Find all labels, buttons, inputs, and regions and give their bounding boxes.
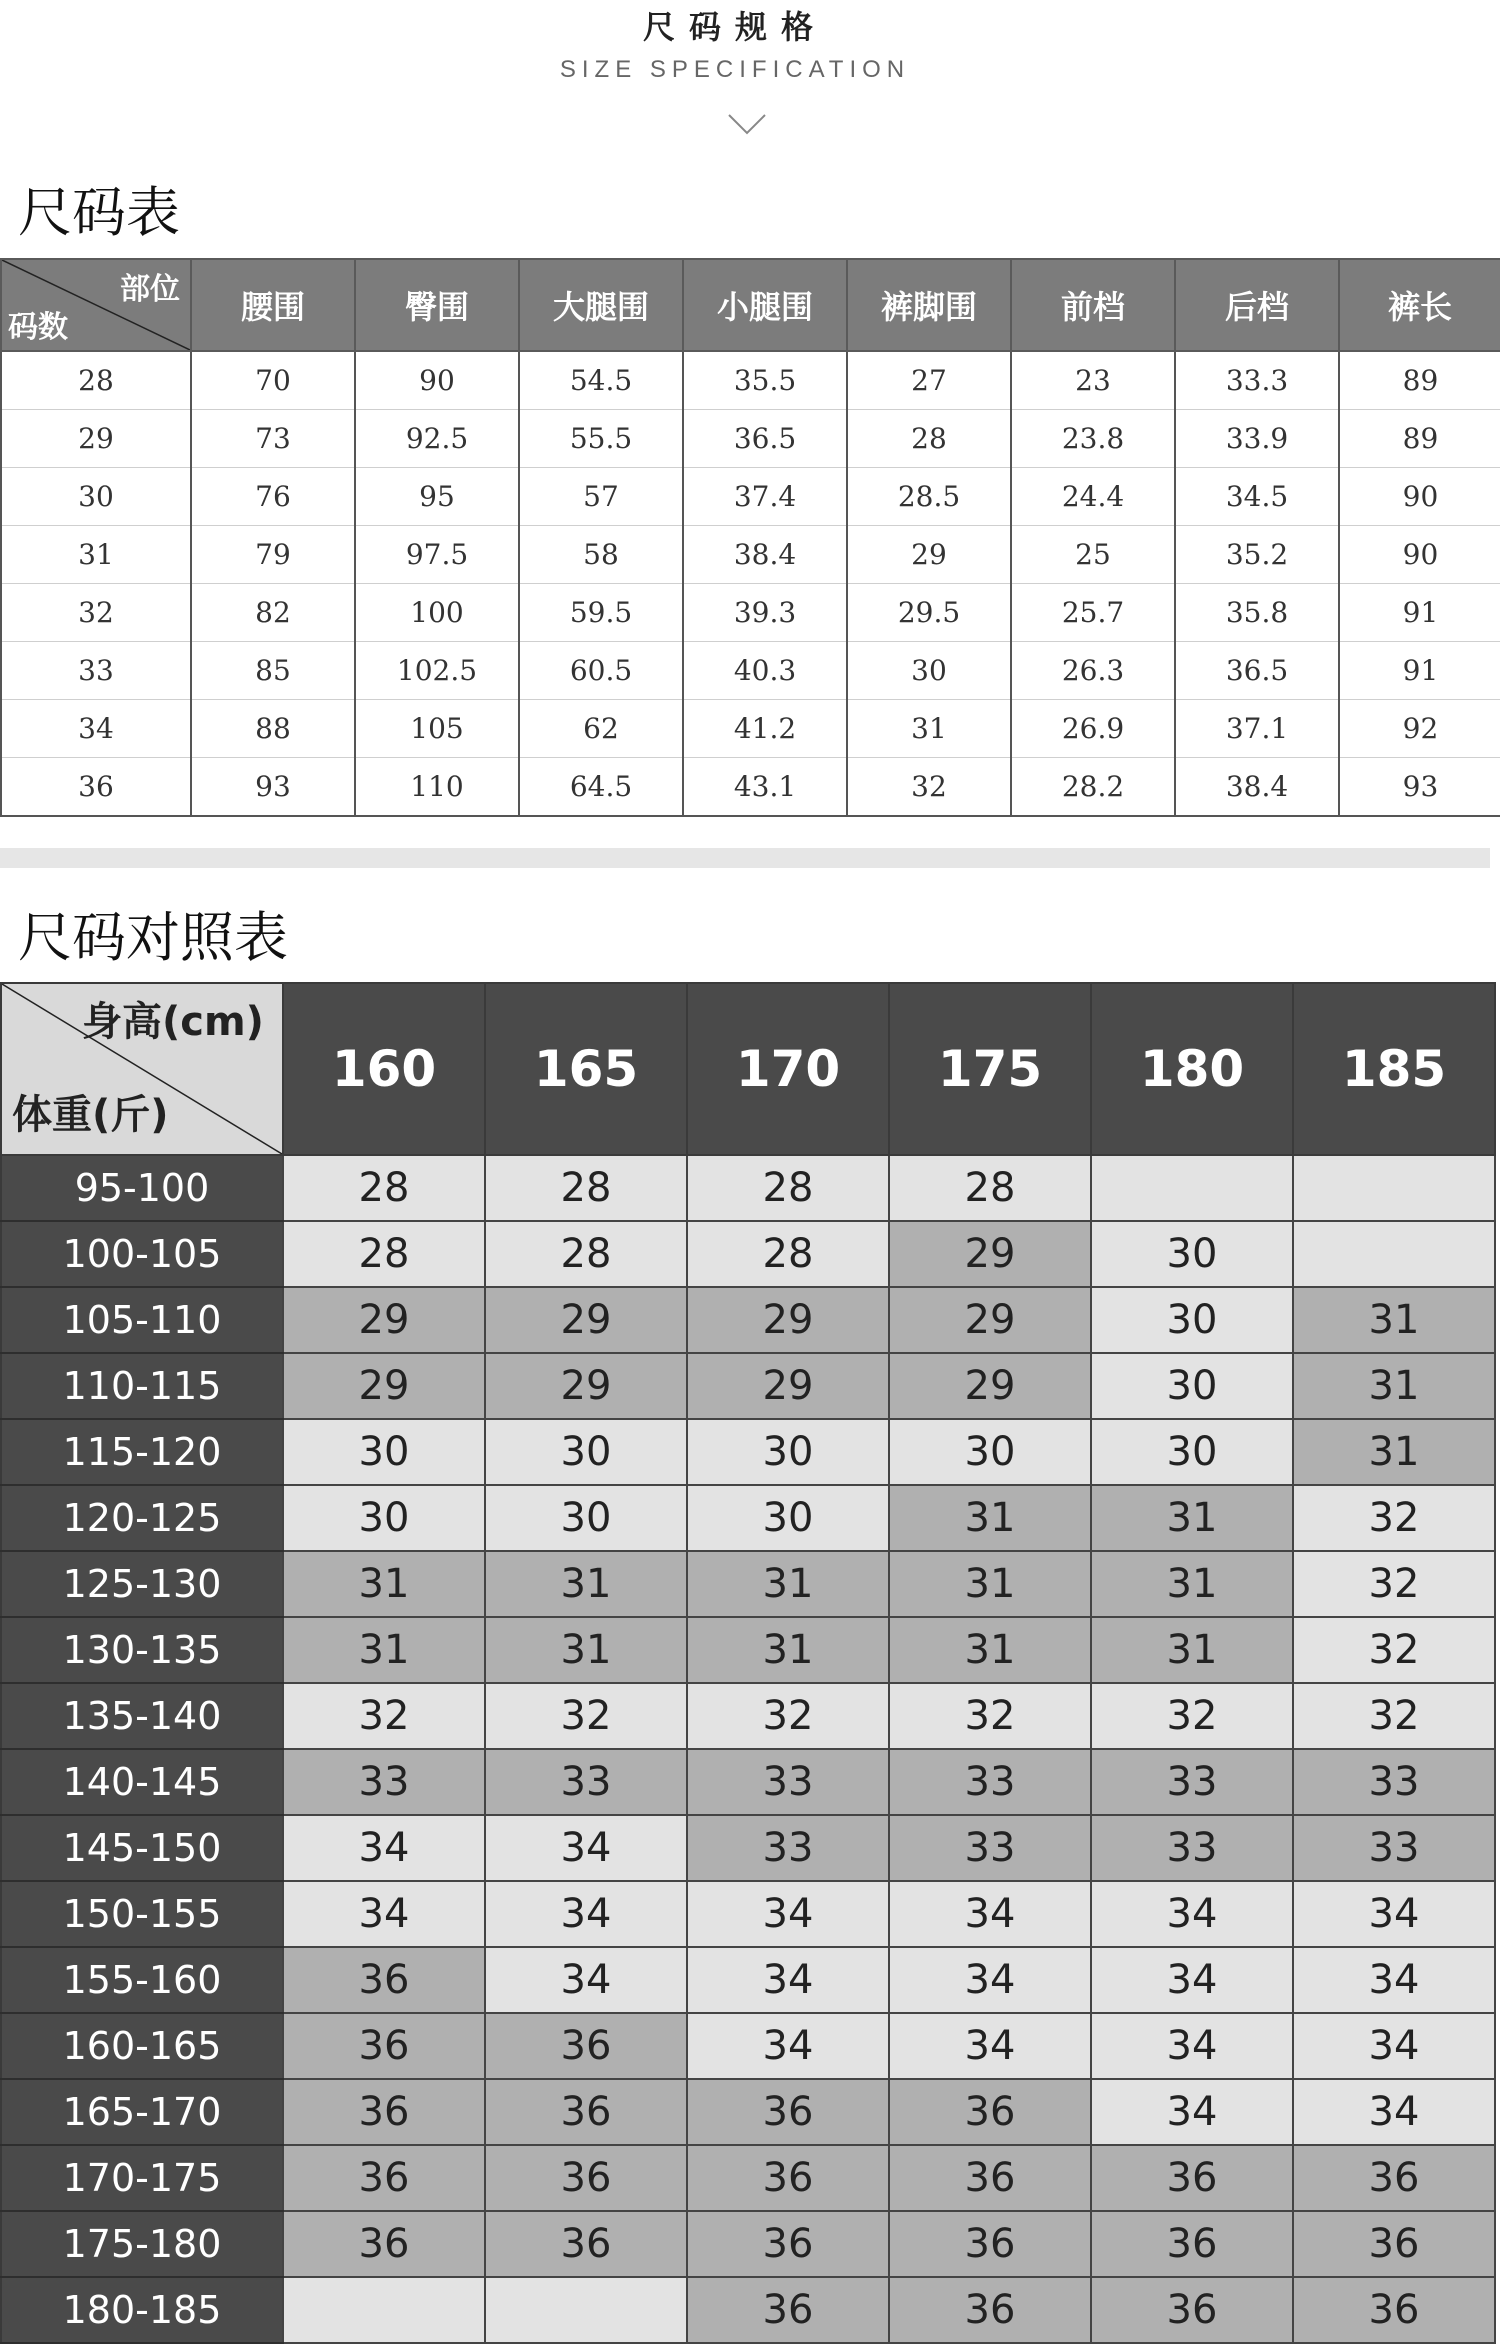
measurement-cell: 43.1 — [683, 758, 847, 817]
size-value-cell: 31 — [889, 1551, 1091, 1617]
size-value-cell: 28 — [485, 1221, 687, 1287]
measurement-cell: 33.3 — [1175, 351, 1339, 410]
size-value-cell: 33 — [1091, 1749, 1293, 1815]
size-value-cell: 34 — [485, 1947, 687, 2013]
size-value-cell: 36 — [283, 2079, 485, 2145]
column-header: 大腿围 — [519, 259, 683, 351]
height-header: 175 — [889, 983, 1091, 1155]
measurement-cell: 97.5 — [355, 526, 519, 584]
measurement-cell: 25 — [1011, 526, 1175, 584]
size-value-cell: 31 — [485, 1551, 687, 1617]
size-cell: 30 — [1, 468, 191, 526]
weight-range-label: 135-140 — [1, 1683, 283, 1749]
measurement-cell: 100 — [355, 584, 519, 642]
height-header: 185 — [1293, 983, 1495, 1155]
weight-range-label: 150-155 — [1, 1881, 283, 1947]
size-value-cell — [1091, 1155, 1293, 1221]
measurement-cell: 39.3 — [683, 584, 847, 642]
size-cell: 31 — [1, 526, 191, 584]
size-value-cell: 36 — [283, 2145, 485, 2211]
size-value-cell: 34 — [687, 1947, 889, 2013]
measurement-cell: 35.5 — [683, 351, 847, 410]
spec-header — [0, 0, 1500, 160]
measurement-cell: 60.5 — [519, 642, 683, 700]
size-value-cell: 31 — [1091, 1485, 1293, 1551]
size-value-cell: 34 — [1091, 2013, 1293, 2079]
weight-range-label: 100-105 — [1, 1221, 283, 1287]
weight-range-label: 110-115 — [1, 1353, 283, 1419]
measurement-cell: 110 — [355, 758, 519, 817]
measurement-cell: 88 — [191, 700, 355, 758]
table-row — [1, 351, 1500, 410]
corner-label-weight: 体重(斤) — [12, 1092, 169, 1138]
measurement-cell: 58 — [519, 526, 683, 584]
weight-range-label: 105-110 — [1, 1287, 283, 1353]
size-value-cell: 28 — [485, 1155, 687, 1221]
column-header: 臀围 — [355, 259, 519, 351]
column-header: 腰围 — [191, 259, 355, 351]
measurement-cell: 34.5 — [1175, 468, 1339, 526]
size-cell: 33 — [1, 642, 191, 700]
measurement-cell: 59.5 — [519, 584, 683, 642]
size-value-cell: 36 — [1091, 2145, 1293, 2211]
size-value-cell: 36 — [687, 2145, 889, 2211]
size-cell: 28 — [1, 351, 191, 410]
table-row — [1, 1551, 1495, 1617]
measurement-cell: 30 — [847, 642, 1011, 700]
measurement-cell: 70 — [191, 351, 355, 410]
measurement-cell: 62 — [519, 700, 683, 758]
size-value-cell: 31 — [1091, 1617, 1293, 1683]
size-value-cell: 30 — [485, 1485, 687, 1551]
weight-range-label: 155-160 — [1, 1947, 283, 2013]
measurement-cell: 37.1 — [1175, 700, 1339, 758]
size-value-cell: 31 — [889, 1485, 1091, 1551]
measurement-cell: 38.4 — [1175, 758, 1339, 817]
measurement-cell: 38.4 — [683, 526, 847, 584]
size-value-cell: 32 — [1293, 1617, 1495, 1683]
corner-label-height: 身高(cm) — [82, 999, 264, 1045]
spec-subtitle: SIZE SPECIFICATION — [559, 56, 911, 83]
table-row — [1, 1749, 1495, 1815]
height-header: 170 — [687, 983, 889, 1155]
size-value-cell: 31 — [1293, 1353, 1495, 1419]
measurement-cell: 31 — [847, 700, 1011, 758]
size-value-cell — [1293, 1155, 1495, 1221]
size-value-cell — [1293, 1221, 1495, 1287]
weight-range-label: 170-175 — [1, 2145, 283, 2211]
height-header: 180 — [1091, 983, 1293, 1155]
size-value-cell: 36 — [1091, 2211, 1293, 2277]
size-value-cell: 36 — [687, 2211, 889, 2277]
size-value-cell: 34 — [889, 1881, 1091, 1947]
measurement-cell: 26.3 — [1011, 642, 1175, 700]
size-value-cell: 33 — [687, 1749, 889, 1815]
size-value-cell: 34 — [485, 1815, 687, 1881]
weight-range-label: 165-170 — [1, 2079, 283, 2145]
table-row — [1, 410, 1500, 468]
table-row — [1, 642, 1500, 700]
size-value-cell: 36 — [889, 2211, 1091, 2277]
table-row — [1, 526, 1500, 584]
measurement-cell: 89 — [1339, 410, 1500, 468]
weight-range-label: 130-135 — [1, 1617, 283, 1683]
table-row — [1, 2013, 1495, 2079]
measurement-cell: 90 — [1339, 526, 1500, 584]
size-value-cell: 36 — [283, 2013, 485, 2079]
measurement-cell: 28 — [847, 410, 1011, 468]
size-value-cell: 32 — [1091, 1683, 1293, 1749]
table-row — [1, 758, 1500, 817]
size-value-cell: 32 — [1293, 1683, 1495, 1749]
measurement-cell: 55.5 — [519, 410, 683, 468]
measurement-cell: 36.5 — [1175, 642, 1339, 700]
size-value-cell: 32 — [485, 1683, 687, 1749]
size-value-cell: 32 — [283, 1683, 485, 1749]
table-row — [1, 1683, 1495, 1749]
measurement-cell: 35.2 — [1175, 526, 1339, 584]
measurement-cell: 33.9 — [1175, 410, 1339, 468]
size-cell: 34 — [1, 700, 191, 758]
size-value-cell: 33 — [687, 1815, 889, 1881]
table-row — [1, 1221, 1495, 1287]
measurement-cell: 64.5 — [519, 758, 683, 817]
size-value-cell: 34 — [1293, 1881, 1495, 1947]
measurement-cell: 27 — [847, 351, 1011, 410]
size-value-cell: 33 — [889, 1749, 1091, 1815]
size-value-cell: 33 — [1091, 1815, 1293, 1881]
table-row — [1, 2277, 1495, 2343]
size-value-cell: 36 — [283, 2211, 485, 2277]
size-value-cell: 30 — [1091, 1221, 1293, 1287]
height-header: 165 — [485, 983, 687, 1155]
size-value-cell: 36 — [485, 2145, 687, 2211]
measurement-cell: 24.4 — [1011, 468, 1175, 526]
measurement-cell: 35.8 — [1175, 584, 1339, 642]
measurement-cell: 37.4 — [683, 468, 847, 526]
corner-label-part: 部位 — [120, 272, 180, 307]
table-row — [1, 1815, 1495, 1881]
size-value-cell: 30 — [1091, 1287, 1293, 1353]
size-value-cell: 36 — [485, 2079, 687, 2145]
size-value-cell: 36 — [283, 1947, 485, 2013]
corner-label-size: 码数 — [8, 310, 68, 345]
weight-range-label: 180-185 — [1, 2277, 283, 2343]
size-value-cell: 33 — [283, 1749, 485, 1815]
table-row — [1, 1353, 1495, 1419]
table-row — [1, 1947, 1495, 2013]
size-table-corner — [1, 259, 191, 351]
size-value-cell: 34 — [1091, 2079, 1293, 2145]
section-divider — [0, 848, 1490, 868]
weight-range-label: 175-180 — [1, 2211, 283, 2277]
size-value-cell: 36 — [1293, 2211, 1495, 2277]
size-value-cell: 34 — [1293, 2079, 1495, 2145]
size-value-cell: 36 — [1293, 2277, 1495, 2343]
size-value-cell: 29 — [889, 1287, 1091, 1353]
measurement-cell: 95 — [355, 468, 519, 526]
size-value-cell: 36 — [687, 2277, 889, 2343]
table-row — [1, 1617, 1495, 1683]
size-value-cell: 28 — [889, 1155, 1091, 1221]
table-row — [1, 1881, 1495, 1947]
table-row — [1, 700, 1500, 758]
size-value-cell: 36 — [889, 2145, 1091, 2211]
size-value-cell: 34 — [889, 2013, 1091, 2079]
size-value-cell: 32 — [889, 1683, 1091, 1749]
size-value-cell: 31 — [485, 1617, 687, 1683]
size-value-cell: 34 — [687, 2013, 889, 2079]
size-value-cell: 31 — [1293, 1419, 1495, 1485]
size-table-title: 尺码表 — [18, 181, 180, 244]
measurement-cell: 92 — [1339, 700, 1500, 758]
size-value-cell: 34 — [1091, 1881, 1293, 1947]
size-value-cell: 34 — [687, 1881, 889, 1947]
size-value-cell: 34 — [485, 1881, 687, 1947]
column-header: 裤长 — [1339, 259, 1500, 351]
size-value-cell: 34 — [283, 1881, 485, 1947]
size-value-cell: 28 — [283, 1221, 485, 1287]
measurement-cell: 57 — [519, 468, 683, 526]
size-value-cell: 33 — [889, 1815, 1091, 1881]
size-value-cell: 31 — [283, 1617, 485, 1683]
measurement-cell: 28.2 — [1011, 758, 1175, 817]
measurement-cell: 29 — [847, 526, 1011, 584]
measurement-cell: 90 — [355, 351, 519, 410]
table-row — [1, 1485, 1495, 1551]
measurement-cell: 85 — [191, 642, 355, 700]
measurement-cell: 25.7 — [1011, 584, 1175, 642]
size-value-cell: 36 — [485, 2211, 687, 2277]
size-value-cell: 32 — [687, 1683, 889, 1749]
measurement-cell: 26.9 — [1011, 700, 1175, 758]
weight-range-label: 140-145 — [1, 1749, 283, 1815]
size-value-cell: 31 — [687, 1551, 889, 1617]
size-value-cell: 31 — [687, 1617, 889, 1683]
size-value-cell: 34 — [1293, 1947, 1495, 2013]
weight-range-label: 125-130 — [1, 1551, 283, 1617]
size-value-cell: 28 — [687, 1221, 889, 1287]
size-value-cell: 33 — [485, 1749, 687, 1815]
column-header: 后档 — [1175, 259, 1339, 351]
size-value-cell: 34 — [1091, 1947, 1293, 2013]
size-cell: 36 — [1, 758, 191, 817]
measurement-cell: 23.8 — [1011, 410, 1175, 468]
size-value-cell: 29 — [687, 1353, 889, 1419]
reference-table-title: 尺码对照表 — [18, 906, 288, 969]
size-value-cell: 32 — [1293, 1551, 1495, 1617]
size-value-cell: 29 — [485, 1353, 687, 1419]
measurement-cell: 91 — [1339, 584, 1500, 642]
size-value-cell: 31 — [1293, 1287, 1495, 1353]
measurement-cell: 93 — [191, 758, 355, 817]
size-value-cell: 33 — [1293, 1815, 1495, 1881]
measurement-cell: 76 — [191, 468, 355, 526]
measurement-cell: 93 — [1339, 758, 1500, 817]
weight-range-label: 145-150 — [1, 1815, 283, 1881]
weight-range-label: 95-100 — [1, 1155, 283, 1221]
table-row — [1, 584, 1500, 642]
size-value-cell: 36 — [485, 2013, 687, 2079]
measurement-cell: 36.5 — [683, 410, 847, 468]
size-value-cell: 29 — [485, 1287, 687, 1353]
size-value-cell: 34 — [283, 1815, 485, 1881]
size-value-cell: 30 — [889, 1419, 1091, 1485]
size-value-cell: 30 — [283, 1485, 485, 1551]
measurement-cell: 82 — [191, 584, 355, 642]
size-cell: 29 — [1, 410, 191, 468]
size-value-cell: 28 — [687, 1155, 889, 1221]
height-header: 160 — [283, 983, 485, 1155]
weight-range-label: 160-165 — [1, 2013, 283, 2079]
size-value-cell: 36 — [1293, 2145, 1495, 2211]
size-value-cell: 36 — [889, 2277, 1091, 2343]
measurement-cell: 23 — [1011, 351, 1175, 410]
measurement-cell: 41.2 — [683, 700, 847, 758]
measurement-cell: 105 — [355, 700, 519, 758]
measurement-cell: 89 — [1339, 351, 1500, 410]
measurement-cell: 92.5 — [355, 410, 519, 468]
chevron-down-icon — [727, 112, 767, 136]
size-value-cell: 28 — [283, 1155, 485, 1221]
size-value-cell: 29 — [687, 1287, 889, 1353]
size-value-cell: 30 — [1091, 1353, 1293, 1419]
column-header: 小腿围 — [683, 259, 847, 351]
size-value-cell — [485, 2277, 687, 2343]
measurement-cell: 79 — [191, 526, 355, 584]
measurement-cell: 32 — [847, 758, 1011, 817]
size-value-cell: 32 — [1293, 1485, 1495, 1551]
size-value-cell: 30 — [485, 1419, 687, 1485]
size-reference-table — [0, 982, 1496, 2344]
size-value-cell: 31 — [1091, 1551, 1293, 1617]
size-value-cell: 34 — [889, 1947, 1091, 2013]
size-value-cell: 36 — [889, 2079, 1091, 2145]
size-value-cell: 29 — [283, 1353, 485, 1419]
size-value-cell: 31 — [889, 1617, 1091, 1683]
table-row — [1, 1287, 1495, 1353]
size-value-cell — [283, 2277, 485, 2343]
size-table — [0, 258, 1500, 817]
weight-range-label: 120-125 — [1, 1485, 283, 1551]
size-value-cell: 30 — [1091, 1419, 1293, 1485]
size-cell: 32 — [1, 584, 191, 642]
size-value-cell: 30 — [283, 1419, 485, 1485]
measurement-cell: 29.5 — [847, 584, 1011, 642]
measurement-cell: 90 — [1339, 468, 1500, 526]
spec-title: 尺码规格 — [642, 8, 827, 46]
size-value-cell: 34 — [1293, 2013, 1495, 2079]
measurement-cell: 40.3 — [683, 642, 847, 700]
table-row — [1, 2211, 1495, 2277]
weight-range-label: 115-120 — [1, 1419, 283, 1485]
table-row — [1, 2145, 1495, 2211]
size-value-cell: 29 — [889, 1221, 1091, 1287]
table-row — [1, 1155, 1495, 1221]
measurement-cell: 28.5 — [847, 468, 1011, 526]
table-row — [1, 1419, 1495, 1485]
size-value-cell: 31 — [283, 1551, 485, 1617]
size-value-cell: 33 — [1293, 1749, 1495, 1815]
measurement-cell: 102.5 — [355, 642, 519, 700]
reference-table-corner — [1, 983, 283, 1155]
table-row — [1, 468, 1500, 526]
column-header: 前档 — [1011, 259, 1175, 351]
size-value-cell: 29 — [283, 1287, 485, 1353]
table-row — [1, 2079, 1495, 2145]
size-value-cell: 30 — [687, 1485, 889, 1551]
measurement-cell: 91 — [1339, 642, 1500, 700]
size-value-cell: 36 — [687, 2079, 889, 2145]
measurement-cell: 73 — [191, 410, 355, 468]
column-header: 裤脚围 — [847, 259, 1011, 351]
size-value-cell: 30 — [687, 1419, 889, 1485]
size-value-cell: 29 — [889, 1353, 1091, 1419]
size-value-cell: 36 — [1091, 2277, 1293, 2343]
measurement-cell: 54.5 — [519, 351, 683, 410]
